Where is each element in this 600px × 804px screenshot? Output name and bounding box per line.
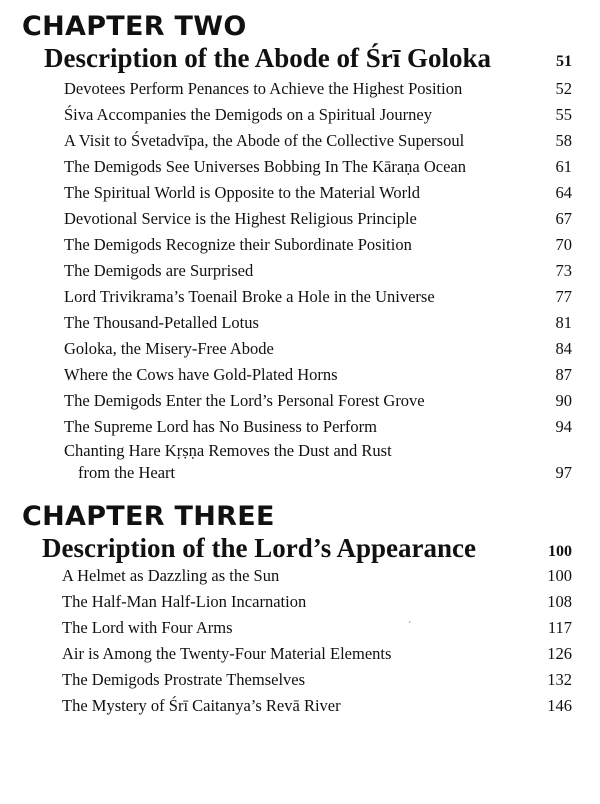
toc-entry-title: Devotees Perform Penances to Achieve the Highest Position: [64, 79, 463, 98]
toc-entry-page: 84: [555, 339, 572, 358]
toc-entry: [62, 667, 572, 693]
toc-entries: [62, 563, 572, 719]
toc-entry-page: 61: [555, 157, 572, 176]
chapter-label: CHAPTER THREE: [22, 501, 275, 532]
toc-entry-page: 52: [555, 79, 572, 98]
toc-entry-title-continued: from the Heart: [78, 463, 176, 482]
toc-entry-title: The Mystery of Śrī Caitanya’s Revā River: [62, 696, 341, 715]
toc-entry-title: The Demigods Recognize their Subordinate Position: [64, 235, 412, 254]
toc-entry-page: 132: [547, 670, 572, 689]
toc-entry-title: The Supreme Lord has No Business to Perform: [64, 417, 377, 436]
toc-entry-page: 67: [555, 209, 572, 228]
chapter-title: [42, 532, 572, 564]
chapter-title: [44, 42, 572, 74]
toc-entry: [64, 414, 572, 440]
toc-entry: [62, 693, 572, 719]
chapter-label: CHAPTER TWO: [22, 11, 247, 42]
toc-entry-title: The Demigods Enter the Lord’s Personal Forest Grove: [64, 391, 425, 410]
toc-entry: [64, 336, 572, 362]
toc-entry-page: 117: [547, 618, 572, 637]
toc-entry-page: 58: [555, 131, 572, 150]
toc-entry: [62, 641, 572, 667]
toc-entry: [64, 76, 572, 102]
toc-entry-page: 70: [555, 235, 572, 254]
toc-entry: [64, 258, 572, 284]
toc-entry-title: The Demigods Prostrate Themselves: [62, 670, 306, 689]
toc-entry-page: 94: [555, 417, 572, 436]
toc-entry: [64, 206, 572, 232]
toc-entry-page: 77: [555, 287, 572, 306]
toc-entry-page: 108: [547, 592, 572, 611]
toc-entry: [64, 284, 572, 310]
toc-entry-page: 64: [555, 183, 572, 202]
chapter-title-text: Description of the Lord’s Appearance: [42, 533, 476, 563]
toc-entry-page: 100: [547, 566, 572, 585]
toc-entries: [64, 76, 572, 484]
toc-entry: [62, 589, 572, 615]
toc-entry-page: 146: [547, 696, 572, 715]
toc-entry-page: 97: [555, 463, 572, 482]
stray-mark: ´: [408, 621, 412, 632]
toc-entry-title: Chanting Hare Kṛṣṇa Removes the Dust and Rust: [64, 441, 392, 460]
chapter-page-number: 51: [556, 53, 572, 70]
toc-entry-title: Śiva Accompanies the Demigods on a Spiritual Journey: [64, 105, 432, 124]
chapter-title-text: Description of the Abode of Śrī Goloka: [44, 43, 492, 73]
toc-entry-title: The Half-Man Half-Lion Incarnation: [62, 592, 307, 611]
toc-entry-title: Goloka, the Misery-Free Abode: [64, 339, 274, 358]
toc-entry-page: 73: [555, 261, 572, 280]
toc-entry: [62, 563, 572, 589]
toc-entry-title: The Demigods are Surprised: [64, 261, 254, 280]
toc-entry-title: The Demigods See Universes Bobbing In The Kāraṇa Ocean: [64, 157, 466, 176]
toc-entry-title: A Helmet as Dazzling as the Sun: [62, 566, 280, 585]
toc-entry-page: 126: [547, 644, 572, 663]
toc-entry-page: 90: [555, 391, 572, 410]
toc-entry: [64, 232, 572, 258]
toc-entry: [64, 102, 572, 128]
toc-entry: [64, 310, 572, 336]
toc-entry-page: 81: [555, 313, 572, 332]
toc-entry: [64, 388, 572, 414]
toc-entry-title: The Spiritual World is Opposite to the Material World: [64, 183, 421, 202]
toc-entry-title: Where the Cows have Gold-Plated Horns: [64, 365, 338, 384]
toc-entry: [64, 440, 572, 484]
chapter-page-number: 100: [548, 543, 572, 560]
toc-entry: [64, 362, 572, 388]
toc-entry-page: 55: [555, 105, 572, 124]
toc-entry-title: Air is Among the Twenty-Four Material Elements: [62, 644, 392, 663]
toc-entry: [64, 154, 572, 180]
toc-entry: [64, 180, 572, 206]
toc-entry: [64, 128, 572, 154]
toc-entry: [62, 615, 572, 641]
toc-entry-title: The Lord with Four Arms: [62, 618, 233, 637]
toc-entry-page: 87: [555, 365, 572, 384]
toc-entry-title: Lord Trivikrama’s Toenail Broke a Hole in the Universe: [64, 287, 435, 306]
toc-entry-title: Devotional Service is the Highest Religious Principle: [64, 209, 417, 228]
toc-entry-title: A Visit to Śvetadvīpa, the Abode of the Collective Supersoul: [64, 131, 465, 150]
toc-entry-title: The Thousand-Petalled Lotus: [64, 313, 259, 332]
